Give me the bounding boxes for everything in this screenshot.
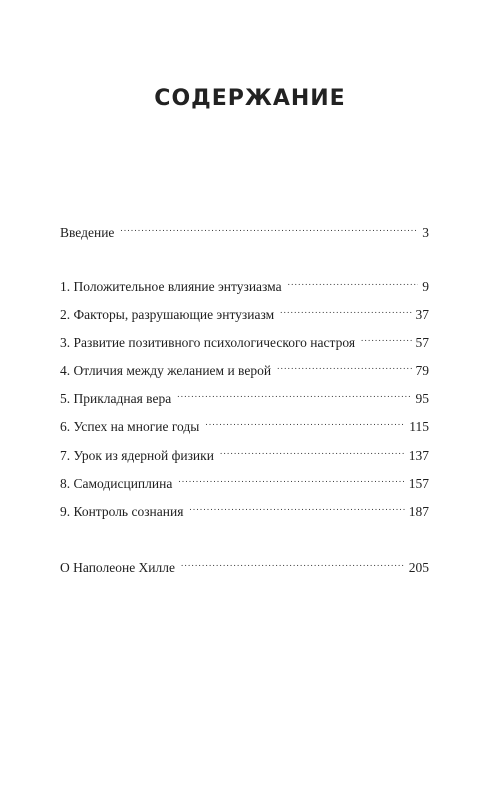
entry-page-number: 9 — [422, 279, 429, 294]
entry-label: 9. Контроль сознания — [60, 504, 184, 519]
entry-label: 6. Успех на многие годы — [60, 419, 200, 434]
dot-leader — [280, 299, 411, 319]
dot-leader — [205, 411, 405, 431]
entry-page-number: 187 — [408, 504, 429, 519]
dot-leader — [288, 271, 419, 291]
toc-entry-chapter-3 — [60, 327, 429, 350]
toc-entry-chapter-5 — [60, 383, 429, 406]
entry-page-number: 3 — [422, 225, 429, 240]
toc-entry-chapter-2 — [60, 299, 429, 322]
toc-entry-introduction — [60, 217, 429, 240]
entry-label: 8. Самодисциплина — [60, 476, 173, 491]
toc-entry-chapter-6 — [60, 411, 429, 434]
entry-page-number: 115 — [409, 419, 429, 434]
dot-leader — [120, 217, 418, 237]
dot-leader — [189, 496, 404, 516]
dot-leader — [181, 552, 405, 572]
dot-leader — [177, 383, 411, 403]
entry-label: 5. Прикладная вера — [60, 391, 172, 406]
toc-entry-chapter-4 — [60, 355, 429, 378]
toc-entry-chapter-7 — [60, 440, 429, 463]
entry-page-number: 37 — [415, 307, 429, 322]
page-title: СОДЕРЖАНИЕ — [154, 86, 346, 111]
entry-label: 7. Урок из ядерной физики — [60, 448, 214, 463]
entry-label: 1. Положительное влияние энтузиазма — [60, 279, 282, 294]
dot-leader — [277, 355, 411, 375]
toc-entry-chapter-1 — [60, 271, 429, 294]
dot-leader — [361, 327, 411, 347]
entry-label: Введение — [60, 225, 115, 240]
entry-page-number: 95 — [415, 391, 429, 406]
dot-leader — [220, 440, 405, 460]
entry-label: О Наполеоне Хилле — [60, 560, 175, 575]
dot-leader — [178, 468, 404, 488]
entry-page-number: 137 — [408, 448, 429, 463]
toc-entry-chapter-9 — [60, 496, 429, 519]
entry-page-number: 79 — [415, 363, 429, 378]
entry-label: 4. Отличия между желанием и верой — [60, 363, 272, 378]
entry-label: 3. Развитие позитивного психологического настроя — [60, 335, 356, 350]
toc-entry-about-author — [60, 552, 429, 575]
entry-page-number: 157 — [408, 476, 429, 491]
toc-entry-chapter-8 — [60, 468, 429, 491]
entry-page-number: 57 — [415, 335, 429, 350]
entry-page-number: 205 — [408, 560, 429, 575]
entry-label: 2. Факторы, разрушающие энтузиазм — [60, 307, 275, 322]
